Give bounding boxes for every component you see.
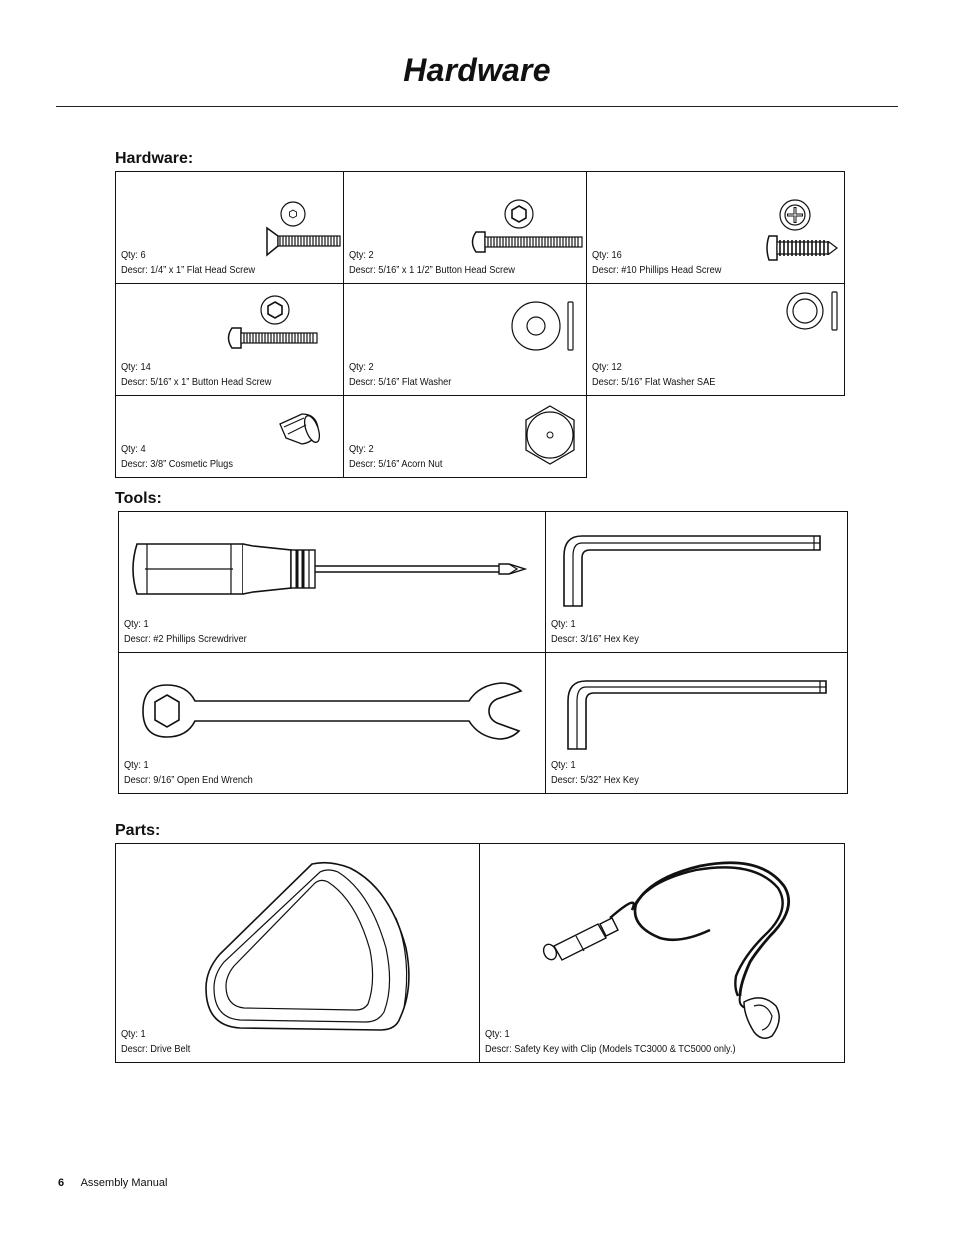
- hardware-item: [587, 284, 845, 396]
- footer-label: Assembly Manual: [80, 1177, 168, 1189]
- hardware-table: [115, 171, 845, 478]
- hardware-item: [116, 284, 344, 396]
- item-qty: Qty: 16: [592, 249, 622, 261]
- title-divider: [56, 106, 898, 107]
- parts-item: [116, 844, 480, 1063]
- flat-washer-icon: [510, 300, 576, 352]
- hex-key-icon: [564, 677, 830, 753]
- hardware-item: [344, 284, 587, 396]
- parts-heading: Parts:: [115, 822, 161, 839]
- screwdriver-icon: [127, 540, 531, 600]
- hardware-item: [116, 172, 344, 284]
- item-descr: Descr: 5/16” x 1 1/2” Button Head Screw: [349, 264, 515, 276]
- item-descr: Descr: 1/4” x 1” Flat Head Screw: [121, 264, 256, 276]
- item-descr: Descr: 5/16” Flat Washer SAE: [592, 376, 716, 388]
- item-descr: Descr: #2 Phillips Screwdriver: [124, 633, 247, 645]
- parts-item: [480, 844, 845, 1063]
- phillips-head-screw-icon: [765, 198, 841, 270]
- hardware-item: [344, 172, 587, 284]
- item-qty: Qty: 4: [121, 443, 146, 455]
- item-qty: Qty: 1: [551, 759, 576, 771]
- item-descr: Descr: 5/16” Acorn Nut: [349, 458, 443, 470]
- item-qty: Qty: 14: [121, 361, 151, 373]
- item-descr: Descr: 9/16” Open End Wrench: [124, 774, 253, 786]
- tools-item: [546, 512, 848, 653]
- tools-item: [119, 653, 546, 794]
- item-descr: Descr: 3/16” Hex Key: [551, 633, 639, 645]
- page-title: Hardware: [403, 52, 551, 88]
- item-qty: Qty: 1: [124, 618, 149, 630]
- item-qty: Qty: 2: [349, 443, 374, 455]
- tools-heading: Tools:: [115, 490, 162, 507]
- item-descr: Descr: 5/16” x 1” Button Head Screw: [121, 376, 272, 388]
- hardware-heading: Hardware:: [115, 150, 194, 167]
- item-descr: Descr: 5/16” Flat Washer: [349, 376, 452, 388]
- button-head-screw-icon: [226, 294, 342, 356]
- item-qty: Qty: 12: [592, 361, 622, 373]
- item-qty: Qty: 1: [121, 1028, 146, 1040]
- acorn-nut-icon: [520, 404, 580, 466]
- tools-item: [119, 512, 546, 653]
- item-descr: Descr: Safety Key with Clip (Models TC3000 & TC5000 only.): [485, 1043, 736, 1055]
- flat-head-screw-icon: [264, 200, 344, 260]
- tools-item: [546, 653, 848, 794]
- parts-table: [115, 843, 845, 1063]
- safety-key-icon: [540, 856, 814, 1042]
- drive-belt-icon: [200, 858, 416, 1034]
- flat-washer-sae-icon: [785, 290, 841, 334]
- hardware-item: [116, 396, 344, 478]
- item-descr: Descr: 5/32” Hex Key: [551, 774, 639, 786]
- cosmetic-plug-icon: [276, 410, 326, 450]
- item-qty: Qty: 1: [485, 1028, 510, 1040]
- item-descr: Descr: #10 Phillips Head Screw: [592, 264, 722, 276]
- hex-key-icon: [560, 532, 824, 608]
- item-descr: Descr: Drive Belt: [121, 1043, 191, 1055]
- empty-cell: [587, 396, 845, 478]
- hardware-item: [344, 396, 587, 478]
- tools-table: [118, 511, 848, 794]
- item-qty: Qty: 2: [349, 361, 374, 373]
- page-footer: [58, 1177, 167, 1189]
- item-qty: Qty: 2: [349, 249, 374, 261]
- hardware-item: [587, 172, 845, 284]
- wrench-icon: [139, 681, 523, 741]
- item-qty: Qty: 6: [121, 249, 146, 261]
- item-descr: Descr: 3/8” Cosmetic Plugs: [121, 458, 233, 470]
- item-qty: Qty: 1: [551, 618, 576, 630]
- item-qty: Qty: 1: [124, 759, 149, 771]
- page-number: 6: [58, 1177, 65, 1189]
